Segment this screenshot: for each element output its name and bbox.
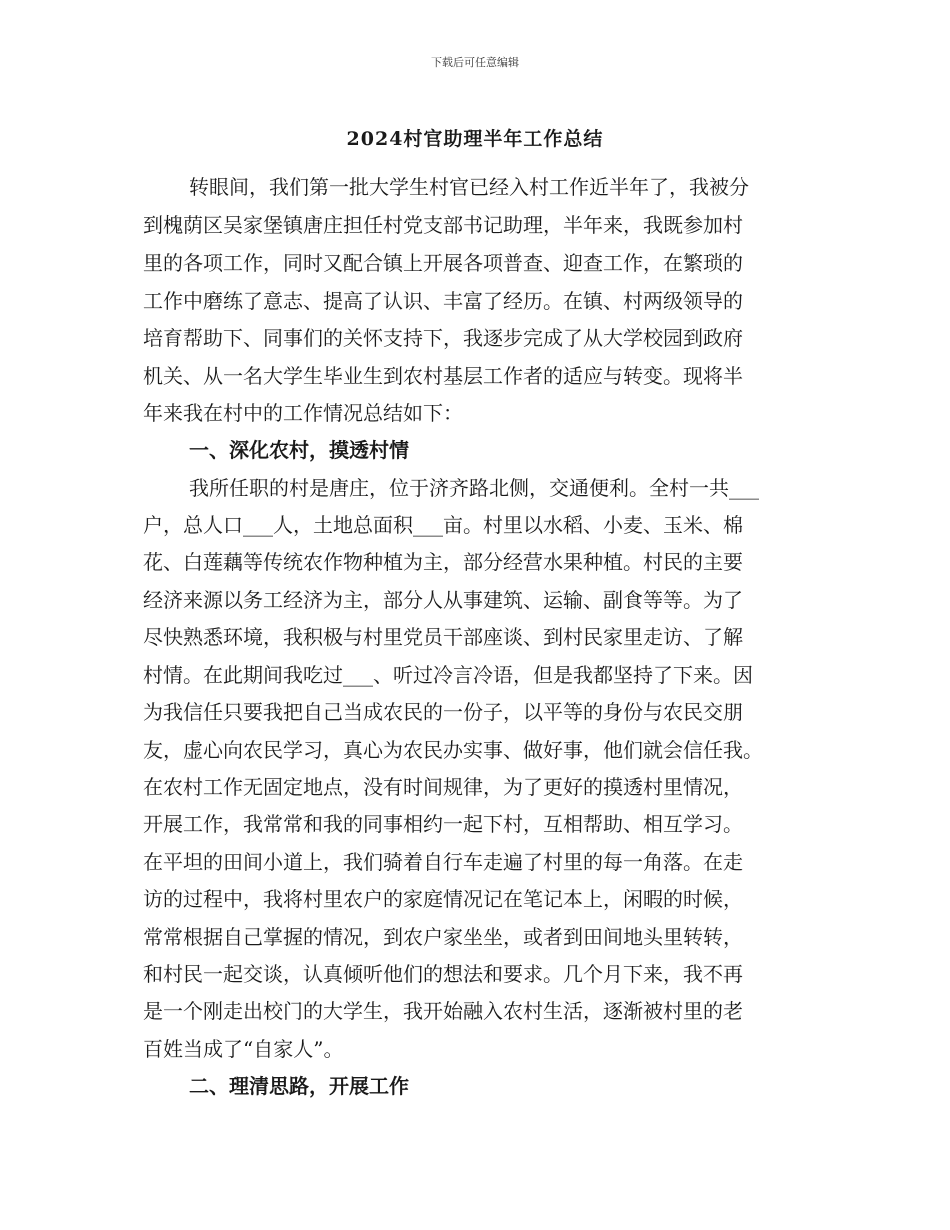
- paragraph-line: 为我信任只要我把自己当成农民的一份子，以平等的身份与农民交朋: [143, 700, 743, 724]
- paragraph-line: 友，虚心向农民学习，真心为农民办实事、做好事，他们就会信任我。: [143, 738, 763, 762]
- paragraph-line: 转眼间，我们第一批大学生村官已经入村工作近半年了，我被分: [189, 175, 749, 199]
- paragraph-line: 百姓当成了“自家人”。: [143, 1037, 344, 1061]
- paragraph-line: 机关、从一名大学生毕业生到农村基层工作者的适应与转变。现将半: [143, 364, 743, 388]
- paragraph-line: 村情。在此期间我吃过___、听过冷言冷语，但是我都坚持了下来。因: [143, 663, 753, 687]
- paragraph-line: 开展工作，我常常和我的同事相约一起下村，互相帮助、相互学习。: [143, 812, 743, 836]
- paragraph-line: 培育帮助下、同事们的关怀支持下，我逐步完成了从大学校园到政府: [143, 326, 743, 350]
- paragraph-line: 常常根据自己掌握的情况，到农户家坐坐，或者到田间地头里转转，: [143, 925, 743, 949]
- paragraph-line: 尽快熟悉环境，我积极与村里党员干部座谈、到村民家里走访、了解: [143, 625, 743, 649]
- paragraph-line: 访的过程中，我将村里农户的家庭情况记在笔记本上，闲暇的时候，: [143, 887, 743, 911]
- paragraph-line: 花、白莲藕等传统农作物种植为主，部分经营水果种植。村民的主要: [143, 550, 743, 574]
- header-note: 下载后可任意编辑: [431, 56, 519, 69]
- paragraph-line: 年来我在村中的工作情况总结如下：: [143, 401, 463, 425]
- paragraph-line: 在农村工作无固定地点，没有时间规律，为了更好的摸透村里情况，: [143, 775, 743, 799]
- section-heading: 一、深化农村，摸透村情: [189, 438, 409, 462]
- paragraph-line: 到槐荫区吴家堡镇唐庄担任村党支部书记助理，半年来，我既参加村: [143, 213, 743, 237]
- paragraph-line: 在平坦的田间小道上，我们骑着自行车走遍了村里的每一角落。在走: [143, 850, 743, 874]
- section-heading: 二、理清思路，开展工作: [189, 1074, 409, 1098]
- paragraph-line: 工作中磨练了意志、提高了认识、丰富了经历。在镇、村两级领导的: [143, 289, 743, 313]
- paragraph-line: 经济来源以务工经济为主，部分人从事建筑、运输、副食等等。为了: [143, 588, 743, 612]
- paragraph-line: 我所任职的村是唐庄，位于济齐路北侧，交通便利。全村一共___: [189, 476, 759, 500]
- paragraph-line: 是一个刚走出校门的大学生，我开始融入农村生活，逐渐被村里的老: [143, 999, 743, 1023]
- paragraph-line: 和村民一起交谈，认真倾听他们的想法和要求。几个月下来，我不再: [143, 962, 743, 986]
- paragraph-line: 里的各项工作，同时又配合镇上开展各项普查、迎查工作，在繁琐的: [143, 251, 743, 275]
- paragraph-line: 户，总人口___人，土地总面积___亩。村里以水稻、小麦、玉米、棉: [143, 513, 743, 537]
- document-title: 2024村官助理半年工作总结: [346, 128, 604, 150]
